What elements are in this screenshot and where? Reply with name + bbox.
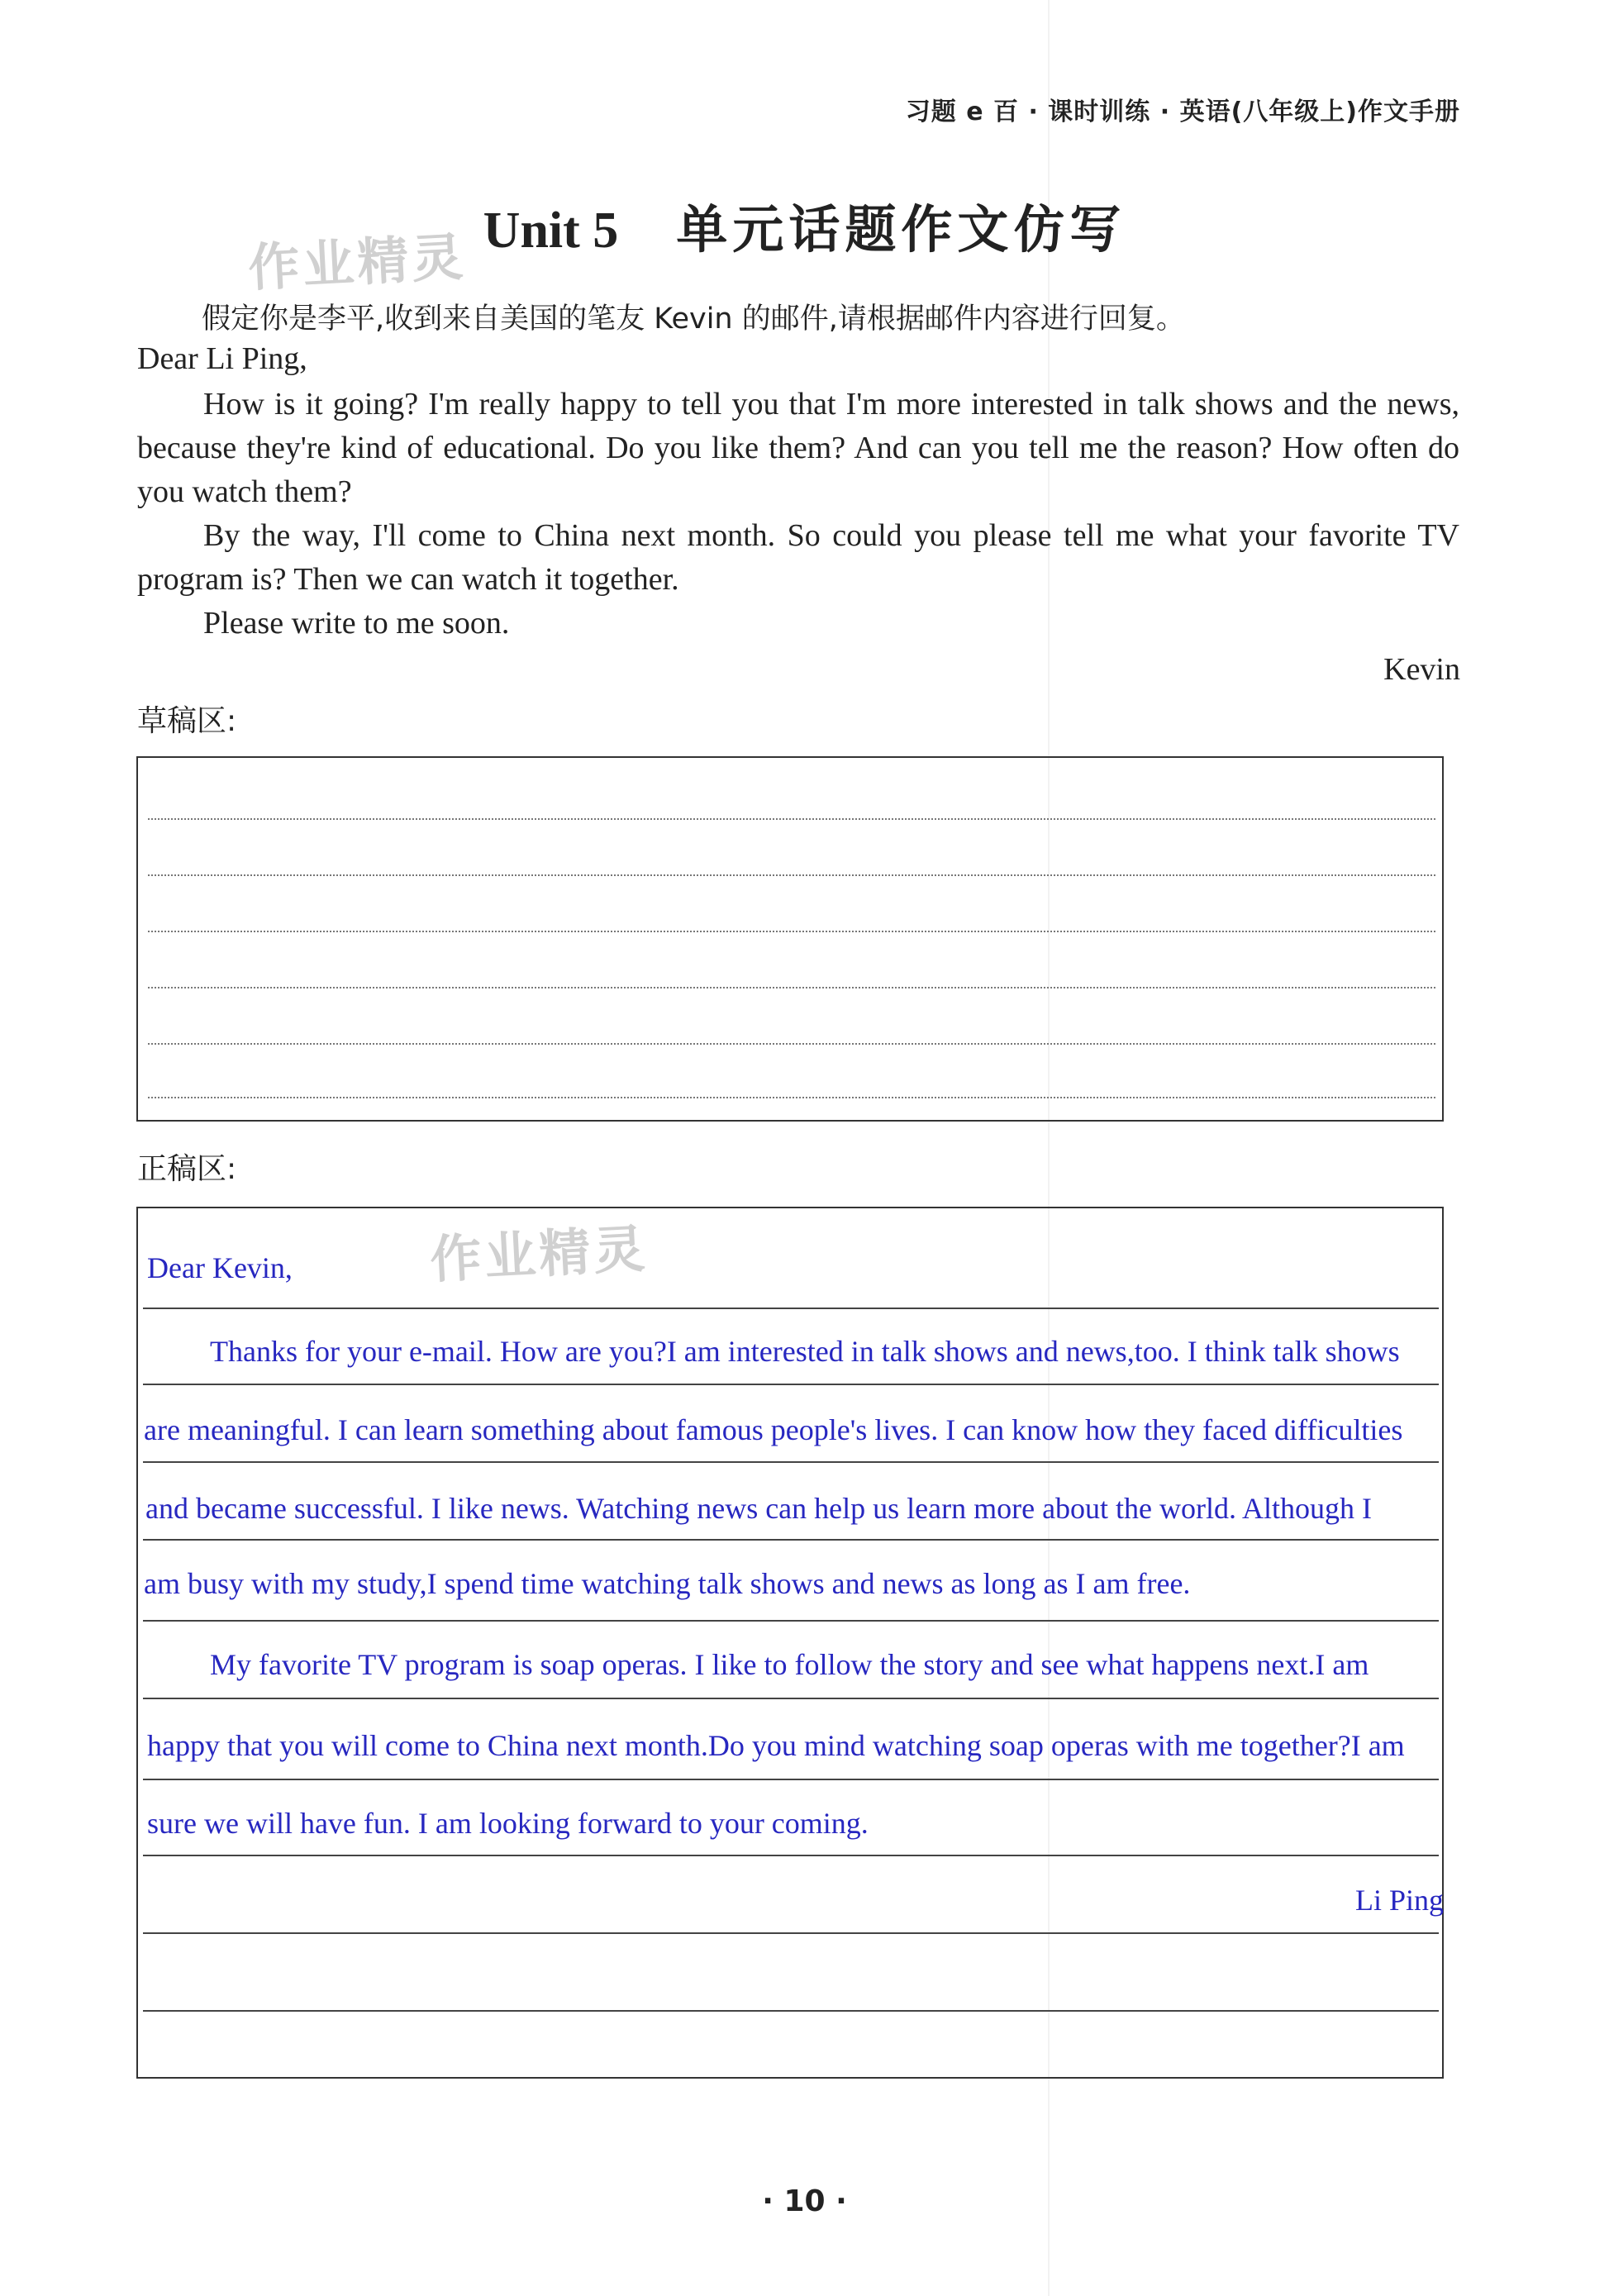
draft-line	[148, 987, 1435, 988]
answer-line-1: Thanks for your e-mail. How are you?I am interested in talk shows and news,too. I think talk shows	[210, 1335, 1400, 1368]
final-line	[143, 1855, 1439, 1856]
final-line	[143, 1384, 1439, 1385]
answer-line-3: and became successful. I like news. Watching news can help us learn more about the world. Although I	[145, 1492, 1373, 1525]
answer-line-2: are meaningful. I can learn something about famous people's lives. I can know how they faced difficulties	[144, 1413, 1403, 1446]
page-number: · 10 ·	[762, 2184, 847, 2218]
prompt-paragraph-1: How is it going? I'm really happy to tell you that I'm more interested in talk shows and the news, because they're kind of educational. Do you like them? And can you tell me the reason? How often do you watch them?	[137, 387, 1459, 509]
topic-label: 单元话题作文仿写	[676, 199, 1126, 260]
prompt-salutation: Dear Li Ping,	[137, 341, 307, 376]
page-title	[0, 188, 1609, 262]
draft-line	[148, 818, 1435, 820]
unit-label: Unit 5	[483, 202, 619, 259]
final-line	[143, 2010, 1439, 2012]
final-area-label: 正稿区:	[137, 1152, 237, 1186]
answer-line-6: happy that you will come to China next month.Do you mind watching soap operas with me together?I am	[147, 1729, 1405, 1762]
prompt-paragraph-3: Please write to me soon.	[203, 606, 510, 641]
draft-area-label: 草稿区:	[137, 704, 237, 738]
watermark-top: 作业精灵	[246, 226, 469, 298]
final-line	[143, 1308, 1439, 1309]
book-header: 习题 e 百 · 课时训练 · 英语(八年级上)作文手册	[905, 98, 1460, 126]
draft-line	[148, 1043, 1435, 1045]
draft-line	[148, 1097, 1435, 1098]
final-line	[143, 1698, 1439, 1699]
answer-signature: Li Ping	[1354, 1884, 1444, 1917]
watermark-middle: 作业精灵	[428, 1218, 650, 1290]
prompt-instruction: 假定你是李平,收到来自美国的笔友 Kevin 的邮件,请根据邮件内容进行回复。	[202, 302, 1185, 336]
answer-line-7: sure we will have fun. I am looking forward to your coming.	[147, 1807, 869, 1840]
draft-line	[148, 874, 1435, 876]
final-line	[143, 1932, 1439, 1934]
answer-salutation: Dear Kevin,	[147, 1251, 293, 1284]
answer-line-5: My favorite TV program is soap operas. I like to follow the story and see what happens next.I am	[210, 1648, 1369, 1681]
answer-line-4: am busy with my study,I spend time watching talk shows and news as long as I am free.	[144, 1567, 1191, 1600]
draft-line	[148, 931, 1435, 932]
final-line	[143, 1461, 1439, 1463]
final-line	[143, 1539, 1439, 1541]
draft-area-box[interactable]	[136, 756, 1444, 1122]
final-line	[143, 1779, 1439, 1780]
final-line	[143, 1620, 1439, 1622]
prompt-signature: Kevin	[1383, 652, 1460, 687]
prompt-paragraph-2: By the way, I'll come to China next month. So could you please tell me what your favorite TV program is? Then we can watch it together.	[137, 518, 1459, 597]
